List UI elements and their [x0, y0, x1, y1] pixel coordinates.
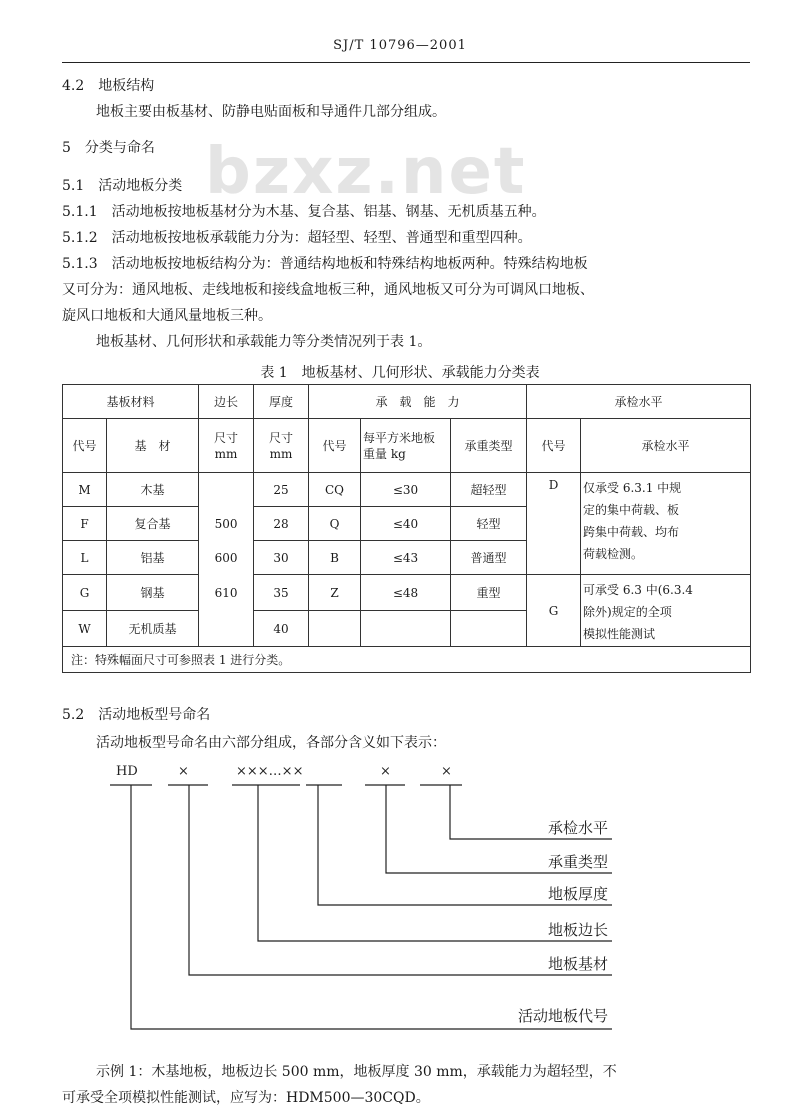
table-caption: 表 1 地板基材、几何形状、承载能力分类表	[260, 365, 540, 381]
classification-table	[62, 384, 751, 673]
inspection-desc-d: 仅承受 6.3.1 中规 定的集中荷载、板 跨集中荷载、均布 荷载检测。	[581, 473, 751, 575]
section-5-2-title: 5.2 活动地板型号命名	[62, 707, 211, 723]
subheader-thickness: 尺寸 mm	[254, 419, 309, 473]
subheader-load-type: 承重类型	[451, 419, 527, 473]
label-inspection: 承检水平	[547, 819, 608, 837]
section-5-1-3-line-1: 5.1.3 活动地板按地板结构分为：普通结构地板和特殊结构地板两种。特殊结构地板	[62, 256, 588, 272]
code-base: ×	[178, 764, 189, 779]
code-load: ×	[380, 764, 391, 779]
subheader-insp-level: 承检水平	[581, 419, 751, 473]
section-5-title: 5 分类与命名	[62, 140, 155, 156]
label-base: 地板基材	[547, 955, 608, 973]
example-line-1: 示例 1：木基地板，地板边长 500 mm，地板厚度 30 mm，承载能力为超轻型，不	[96, 1064, 617, 1080]
model-naming-diagram	[0, 755, 800, 1045]
section-5-1-title: 5.1 活动地板分类	[62, 178, 183, 194]
code-hd: HD	[116, 764, 138, 779]
example-line-2: 可承受全项模拟性能测试，应写为：HDM500—30CQD。	[62, 1090, 430, 1106]
subheader-insp-code: 代号	[527, 419, 581, 473]
label-thickness: 地板厚度	[547, 885, 608, 903]
header-rule	[62, 62, 750, 63]
inspection-code-d: D	[527, 473, 581, 575]
code-inspect: ×	[441, 764, 452, 779]
table-row: L 铝基 600 30 B ≤43 普通型	[63, 541, 751, 575]
header-thickness: 厚度	[254, 385, 309, 419]
header-load-capacity: 承 载 能 力	[309, 385, 527, 419]
subheader-material: 基 材	[107, 419, 199, 473]
subheader-load-code: 代号	[309, 419, 361, 473]
inspection-desc-g: 可承受 6.3 中(6.3.4 除外)规定的全项 模拟性能测试	[581, 575, 751, 647]
section-4-2-body: 地板主要由板基材、防静电贴面板和导通件几部分组成。	[96, 104, 446, 120]
section-4-2-title: 4.2 地板结构	[62, 78, 155, 94]
section-5-1-1: 5.1.1 活动地板按地板基材分为木基、复合基、铝基、钢基、无机质基五种。	[62, 204, 546, 220]
table-intro: 地板基材、几何形状和承载能力等分类情况列于表 1。	[96, 334, 432, 350]
table-note: 注：特殊幅面尺寸可参照表 1 进行分类。	[63, 647, 751, 673]
table-row: G 钢基 610 35 Z ≤48 重型 G 可承受 6.3 中(6.3.4 除外)规定的全项 模拟性能测试	[63, 575, 751, 611]
section-5-1-2: 5.1.2 活动地板按地板承载能力分为：超轻型、轻型、普通型和重型四种。	[62, 230, 532, 246]
header-base-material: 基板材料	[63, 385, 199, 419]
watermark: bzxz.net	[205, 135, 527, 209]
label-floor-code: 活动地板代号	[517, 1007, 608, 1025]
section-5-1-3-line-3: 旋风口地板和大通风量地板三种。	[62, 308, 272, 324]
page-header: SJ/T 10796—2001	[333, 38, 467, 53]
label-edge: 地板边长	[547, 921, 608, 939]
label-load-type: 承重类型	[547, 853, 608, 871]
table-row: F 复合基 500 28 Q ≤40 轻型	[63, 507, 751, 541]
inspection-code-g: G	[527, 575, 581, 647]
subheader-edge: 尺寸 mm	[199, 419, 254, 473]
subheader-mass: 每平方米地板 重量 kg	[361, 419, 451, 473]
header-edge: 边长	[199, 385, 254, 419]
section-5-2-body: 活动地板型号命名由六部分组成，各部分含义如下表示：	[96, 735, 446, 751]
table-row: W 无机质基 40	[63, 611, 751, 647]
code-size: ×××…××	[236, 764, 304, 779]
header-inspection: 承检水平	[527, 385, 751, 419]
subheader-code: 代号	[63, 419, 107, 473]
table-row: M 木基 25 CQ ≤30 超轻型 D 仅承受 6.3.1 中规 定的集中荷载、板 跨集中荷载、均布 荷载检测。	[63, 473, 751, 507]
section-5-1-3-line-2: 又可分为：通风地板、走线地板和接线盒地板三种，通风地板又可分为可调风口地板、	[62, 282, 594, 298]
